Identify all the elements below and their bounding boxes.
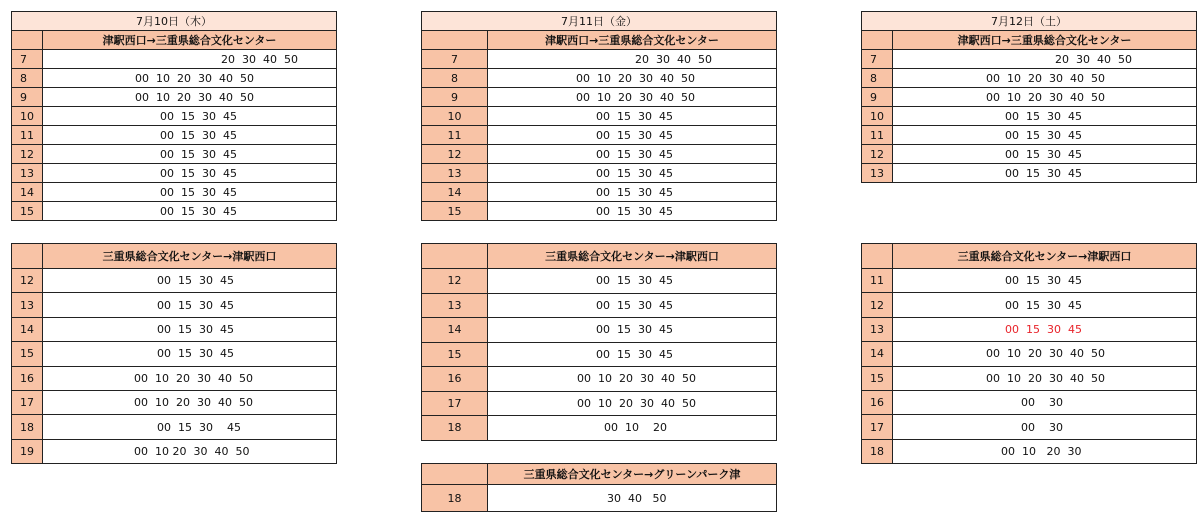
hour-cell: 18: [12, 415, 43, 439]
table-row: [12, 317, 337, 341]
hour-cell: 11: [12, 126, 43, 145]
table-row: [12, 269, 337, 293]
table-row: [12, 439, 337, 463]
table-row: [12, 164, 337, 183]
table-row: [422, 69, 777, 88]
minutes-cell: 00 15 30 45: [43, 183, 337, 202]
table-row: [862, 415, 1197, 439]
hour-cell: 10: [12, 107, 43, 126]
header-corner-cell: [862, 244, 893, 269]
header-corner-cell: [12, 244, 43, 269]
timetable-d1-ret: [11, 243, 337, 464]
minutes-cell: 00 10 20 30 40 50: [893, 366, 1197, 390]
route-title: 三重県総合文化センター→津駅西口: [43, 244, 337, 269]
hour-cell: 11: [862, 269, 893, 293]
minutes-cell: 00 10 20 30 40 50: [893, 69, 1197, 88]
table-row: [12, 50, 337, 69]
minutes-cell: 00 15 30 45: [488, 202, 777, 221]
hour-cell: 15: [422, 202, 488, 221]
minutes-cell: 20 30 40 50: [893, 50, 1197, 69]
table-row: [862, 366, 1197, 390]
minutes-cell: 00 15 30 45: [488, 269, 777, 294]
hour-cell: 11: [862, 126, 893, 145]
minutes-cell: 00 15 30 45: [43, 293, 337, 317]
minutes-cell: 30 40 50: [488, 485, 777, 512]
minutes-cell: 00 30: [893, 415, 1197, 439]
table-row: [422, 269, 777, 294]
hour-cell: 10: [862, 107, 893, 126]
table-row: [12, 415, 337, 439]
minutes-cell: 00 15 30 45: [893, 293, 1197, 317]
hour-cell: 12: [862, 293, 893, 317]
hour-cell: 16: [12, 366, 43, 390]
table-row: [422, 107, 777, 126]
hour-cell: 13: [862, 164, 893, 183]
table-row: [862, 342, 1197, 366]
minutes-cell: 00 15 30 45: [488, 164, 777, 183]
table-row: [12, 88, 337, 107]
hour-cell: 17: [422, 391, 488, 416]
table-row: [422, 367, 777, 392]
minutes-cell: 00 15 30 45: [43, 202, 337, 221]
hour-cell: 7: [862, 50, 893, 69]
table-row: [862, 269, 1197, 293]
table-row: [12, 183, 337, 202]
hour-cell: 18: [422, 416, 488, 441]
minutes-cell: 00 10 20 30 40 50: [488, 88, 777, 107]
table-row: [422, 88, 777, 107]
minutes-cell: 00 15 30 45: [43, 145, 337, 164]
hour-cell: 13: [862, 317, 893, 341]
minutes-cell: 00 15 30 45: [488, 293, 777, 318]
header-corner-cell: [12, 31, 43, 50]
date-header: 7月12日（土）: [862, 12, 1197, 31]
minutes-cell: 00 15 30 45: [488, 145, 777, 164]
timetable-d1-out: [11, 11, 337, 221]
minutes-cell: 00 15 30 45: [488, 126, 777, 145]
hour-cell: 12: [422, 145, 488, 164]
minutes-cell: 00 15 30 45: [893, 126, 1197, 145]
hour-cell: 9: [12, 88, 43, 107]
hour-cell: 7: [422, 50, 488, 69]
header-corner-cell: [422, 31, 488, 50]
table-row: [862, 317, 1197, 341]
hour-cell: 18: [422, 485, 488, 512]
hour-cell: 13: [12, 164, 43, 183]
minutes-cell: 00 10 20: [488, 416, 777, 441]
hour-cell: 12: [12, 145, 43, 164]
timetable-d2-park: [421, 463, 777, 512]
minutes-cell: 00 10 20 30 40 50: [488, 367, 777, 392]
minutes-cell: 00 15 30 45: [43, 317, 337, 341]
hour-cell: 14: [422, 183, 488, 202]
hour-cell: 8: [422, 69, 488, 88]
minutes-cell: 00 15 30 45: [43, 269, 337, 293]
hour-cell: 15: [12, 202, 43, 221]
minutes-cell: 00 15 30 45: [893, 317, 1197, 341]
minutes-cell: 00 10 20 30 40 50: [43, 439, 337, 463]
minutes-cell: 00 10 20 30 40 50: [893, 88, 1197, 107]
hour-cell: 7: [12, 50, 43, 69]
table-row: [422, 293, 777, 318]
hour-cell: 15: [422, 342, 488, 367]
route-title: 三重県総合文化センター→津駅西口: [488, 244, 777, 269]
timetable-d3-out: [861, 11, 1197, 183]
table-row: [12, 342, 337, 366]
table-row: [422, 416, 777, 441]
minutes-cell: 00 10 20 30 40 50: [893, 342, 1197, 366]
hour-cell: 18: [862, 439, 893, 463]
minutes-cell: 20 30 40 50: [488, 50, 777, 69]
minutes-cell: 00 15 30 45: [893, 269, 1197, 293]
minutes-cell: 00 10 20 30 40 50: [43, 69, 337, 88]
table-row: [862, 293, 1197, 317]
hour-cell: 12: [862, 145, 893, 164]
table-row: [12, 202, 337, 221]
hour-cell: 15: [862, 366, 893, 390]
timetable-d2-ret: [421, 243, 777, 441]
table-row: [12, 126, 337, 145]
hour-cell: 15: [12, 342, 43, 366]
hour-cell: 9: [862, 88, 893, 107]
table-row: [422, 183, 777, 202]
table-row: [422, 145, 777, 164]
timetable-d3-ret: [861, 243, 1197, 464]
hour-cell: 16: [862, 390, 893, 414]
table-row: [422, 342, 777, 367]
table-row: [422, 485, 777, 512]
minutes-cell: 00 10 20 30 40 50: [43, 390, 337, 414]
hour-cell: 14: [12, 183, 43, 202]
table-row: [422, 202, 777, 221]
table-row: [862, 390, 1197, 414]
hour-cell: 17: [862, 415, 893, 439]
header-corner-cell: [422, 244, 488, 269]
minutes-cell: 00 10 20 30 40 50: [488, 391, 777, 416]
table-row: [862, 126, 1197, 145]
minutes-cell: 00 15 30 45: [43, 342, 337, 366]
minutes-cell: 00 15 30 45: [893, 145, 1197, 164]
route-title: 三重県総合文化センター→グリーンパーク津: [488, 464, 777, 485]
table-row: [422, 318, 777, 343]
table-row: [422, 164, 777, 183]
timetable-d2-out: [421, 11, 777, 221]
table-row: [422, 126, 777, 145]
hour-cell: 17: [12, 390, 43, 414]
minutes-cell: 00 15 30 45: [488, 183, 777, 202]
route-title: 津駅西口→三重県総合文化センター: [43, 31, 337, 50]
minutes-cell: 00 15 30 45: [43, 415, 337, 439]
hour-cell: 14: [422, 318, 488, 343]
table-row: [12, 293, 337, 317]
minutes-cell: 00 15 30 45: [43, 126, 337, 145]
hour-cell: 13: [12, 293, 43, 317]
minutes-cell: 00 15 30 45: [488, 318, 777, 343]
minutes-cell: 20 30 40 50: [43, 50, 337, 69]
route-title: 津駅西口→三重県総合文化センター: [488, 31, 777, 50]
minutes-cell: 00 15 30 45: [488, 342, 777, 367]
table-row: [862, 439, 1197, 463]
hour-cell: 11: [422, 126, 488, 145]
minutes-cell: 00 15 30 45: [488, 107, 777, 126]
minutes-cell: 00 15 30 45: [893, 164, 1197, 183]
date-header: 7月10日（木）: [12, 12, 337, 31]
route-title: 三重県総合文化センター→津駅西口: [893, 244, 1197, 269]
minutes-cell: 00 10 20 30 40 50: [43, 366, 337, 390]
table-row: [12, 366, 337, 390]
minutes-cell: 00 15 30 45: [43, 107, 337, 126]
table-row: [12, 69, 337, 88]
table-row: [422, 50, 777, 69]
hour-cell: 16: [422, 367, 488, 392]
hour-cell: 10: [422, 107, 488, 126]
minutes-cell: 00 10 20 30: [893, 439, 1197, 463]
table-row: [422, 391, 777, 416]
table-row: [862, 145, 1197, 164]
hour-cell: 13: [422, 164, 488, 183]
table-row: [12, 145, 337, 164]
header-corner-cell: [862, 31, 893, 50]
minutes-cell: 00 15 30 45: [43, 164, 337, 183]
table-row: [862, 50, 1197, 69]
minutes-cell: 00 15 30 45: [893, 107, 1197, 126]
hour-cell: 8: [12, 69, 43, 88]
hour-cell: 12: [422, 269, 488, 294]
hour-cell: 9: [422, 88, 488, 107]
header-corner-cell: [422, 464, 488, 485]
minutes-cell: 00 10 20 30 40 50: [43, 88, 337, 107]
hour-cell: 13: [422, 293, 488, 318]
table-row: [862, 88, 1197, 107]
date-header: 7月11日（金）: [422, 12, 777, 31]
table-row: [862, 107, 1197, 126]
route-title: 津駅西口→三重県総合文化センター: [893, 31, 1197, 50]
hour-cell: 8: [862, 69, 893, 88]
minutes-cell: 00 10 20 30 40 50: [488, 69, 777, 88]
minutes-cell: 00 30: [893, 390, 1197, 414]
table-row: [862, 164, 1197, 183]
hour-cell: 19: [12, 439, 43, 463]
table-row: [12, 390, 337, 414]
hour-cell: 12: [12, 269, 43, 293]
table-row: [12, 107, 337, 126]
table-row: [862, 69, 1197, 88]
hour-cell: 14: [12, 317, 43, 341]
hour-cell: 14: [862, 342, 893, 366]
